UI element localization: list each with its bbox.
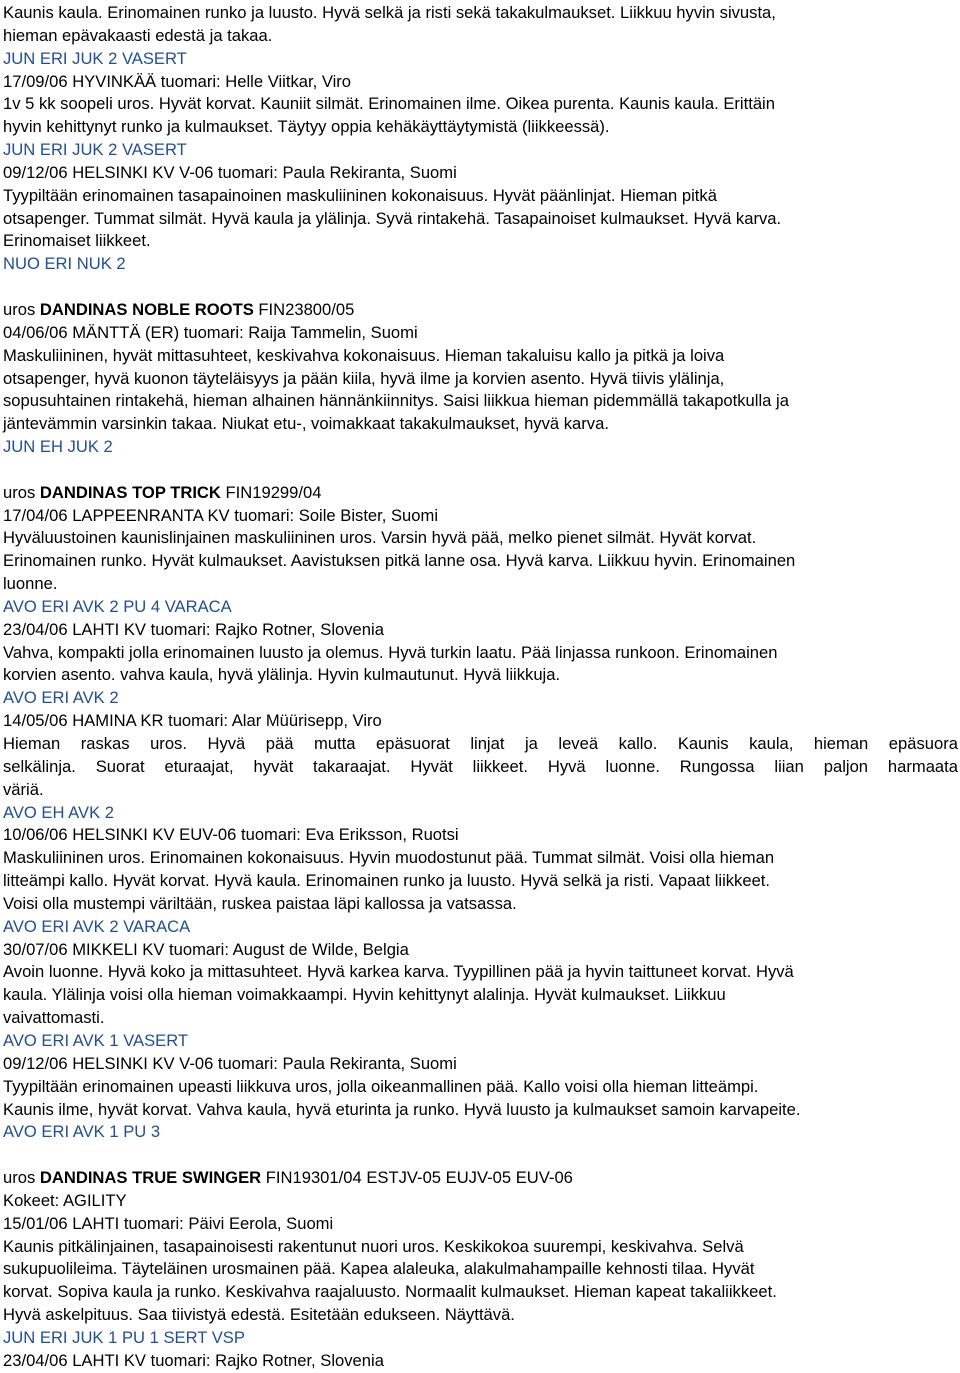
text-line: korvat. Sopiva kaula ja runko. Keskivahva raajaluusto. Normaalit kulmaukset. Hieman kapeat takaliikkeet. bbox=[3, 1282, 777, 1302]
text-line: Maskuliininen, hyvät mittasuhteet, keskivahva kokonaisuus. Hieman takaluisu kallo ja pitkä ja loiva bbox=[3, 345, 725, 365]
text-line: Avoin luonne. Hyvä koko ja mittasuhteet. Hyvä karkea karva. Tyypillinen pää ja hyvin taittuneet korvat. Hyvä bbox=[3, 962, 794, 982]
dog-registration: FIN23800/05 bbox=[253, 299, 355, 319]
text-line: Tyypiltään erinomainen upeasti liikkuva uros, jolla oikeanmallinen pää. Kallo voisi olla hieman litteämpi. bbox=[3, 1076, 759, 1096]
dog-sex-label: uros bbox=[3, 1168, 40, 1188]
text-line: otsapenger. Tummat silmät. Hyvä kaula ja ylälinja. Syvä rintakehä. Tasapainoiset kulmaukset. Hyvä karva. bbox=[3, 208, 782, 228]
text-line: hyvin kehittynyt runko ja kulmaukset. Täytyy oppia kehäkäyttäytymistä (liikkeessä). bbox=[3, 117, 610, 137]
text-line: 15/01/06 LAHTI tuomari: Päivi Eerola, Suomi bbox=[3, 1213, 334, 1233]
text-line: vaivattomasti. bbox=[3, 1008, 105, 1028]
text-line: Maskuliininen uros. Erinomainen kokonaisuus. Hyvin muodostunut pää. Tummat silmät. Voisi olla hieman bbox=[3, 848, 775, 868]
text-line: Erinomaiset liikkeet. bbox=[3, 231, 151, 251]
text-line: 09/12/06 HELSINKI KV V-06 tuomari: Paula Rekiranta, Suomi bbox=[3, 1053, 457, 1073]
text-line: Hyvä askelpituus. Saa tiivistyä edestä. Esitetään edukseen. Näyttävä. bbox=[3, 1305, 515, 1325]
show-result-line: JUN ERI JUK 1 PU 1 SERT VSP bbox=[3, 1327, 245, 1347]
dog-name: DANDINAS TRUE SWINGER bbox=[39, 1168, 262, 1188]
text-line: litteämpi kallo. Hyvät korvat. Hyvä kaula. Erinomainen runko ja luusto. Hyvä selkä ja risti. Vapaat liikkeet. bbox=[3, 871, 771, 891]
text-line: selkälinja. Suorat eturaajat, hyvät takaraajat. Hyvät liikkeet. Hyvä luonne. Rungossa liian paljon harmaata bbox=[3, 756, 958, 776]
dog-sex-label: uros bbox=[3, 482, 40, 502]
dog-heading-line bbox=[3, 482, 958, 505]
show-result-line: AVO ERI AVK 2 bbox=[3, 688, 119, 708]
show-result-line: JUN ERI JUK 2 VASERT bbox=[3, 48, 187, 68]
text-line: 17/04/06 LAPPEENRANTA KV tuomari: Soile Bister, Suomi bbox=[3, 505, 439, 525]
text-line: 04/06/06 MÄNTTÄ (ER) tuomari: Raija Tammelin, Suomi bbox=[3, 322, 418, 342]
text-line: 09/12/06 HELSINKI KV V-06 tuomari: Paula Rekiranta, Suomi bbox=[3, 162, 457, 182]
text-line: luonne. bbox=[3, 574, 58, 594]
blank-line bbox=[3, 459, 958, 482]
show-result-line: JUN EH JUK 2 bbox=[3, 437, 113, 457]
show-result-line: AVO ERI AVK 2 VARACA bbox=[3, 916, 191, 936]
text-line: 23/04/06 LAHTI KV tuomari: Rajko Rotner, Slovenia bbox=[3, 619, 384, 639]
dog-sex-label: uros bbox=[3, 299, 40, 319]
text-line: hieman epävakaasti edestä ja takaa. bbox=[3, 25, 273, 45]
text-line: Tyypiltään erinomainen tasapainoinen maskuliininen kokonaisuus. Hyvät päänlinjat. Hieman pitkä bbox=[3, 185, 717, 205]
text-line: 1v 5 kk soopeli uros. Hyvät korvat. Kauniit silmät. Erinomainen ilme. Oikea purenta. Kaunis kaula. Erittäin bbox=[3, 94, 775, 114]
text-line: Kaunis ilme, hyvät korvat. Vahva kaula, hyvä eturinta ja runko. Hyvä luusto ja kulmaukset samoin karvapeite. bbox=[3, 1099, 801, 1119]
blank-line bbox=[3, 1144, 958, 1167]
text-line: otsapenger, hyvä kuonon täyteläisyys ja pään kiila, hyvä ilme ja korvien asento. Hyvä tiivis ylälinja, bbox=[3, 368, 725, 388]
results-document bbox=[3, 2, 958, 1373]
text-line: Kaunis pitkälinjainen, tasapainoisesti rakentunut nuori uros. Keskikokoa suurempi, keskivahva. Selvä bbox=[3, 1236, 744, 1256]
text-line: Voisi olla mustempi väriltään, ruskea paistaa läpi kallossa ja vatsassa. bbox=[3, 893, 517, 913]
show-result-line: AVO ERI AVK 1 PU 3 bbox=[3, 1122, 161, 1142]
dog-registration: FIN19299/04 bbox=[220, 482, 322, 502]
text-line: 10/06/06 HELSINKI KV EUV-06 tuomari: Eva Eriksson, Ruotsi bbox=[3, 825, 459, 845]
dog-heading-line bbox=[3, 299, 958, 322]
show-result-line: AVO ERI AVK 2 PU 4 VARACA bbox=[3, 596, 232, 616]
show-result-line: NUO ERI NUK 2 bbox=[3, 254, 126, 274]
dog-name: DANDINAS NOBLE ROOTS bbox=[39, 299, 254, 319]
text-line: Hyväluustoinen kaunislinjainen maskuliininen uros. Varsin hyvä pää, melko pienet silmät. Hyvät korvat. bbox=[3, 528, 757, 548]
text-line: sopusuhtainen rintakehä, hieman alhainen hännänkiinnitys. Saisi liikkua hieman pidemmällä takapotkulla ja bbox=[3, 391, 789, 411]
text-line: Hieman raskas uros. Hyvä pää mutta epäsuorat linjat ja leveä kallo. Kaunis kaula, hieman epäsuora bbox=[3, 734, 958, 753]
text-line: Erinomainen runko. Hyvät kulmaukset. Aavistuksen pitkä lanne osa. Hyvä karva. Liikkuu hyvin. Erinomainen bbox=[3, 551, 796, 571]
text-line: 14/05/06 HAMINA KR tuomari: Alar Müürisepp, Viro bbox=[3, 711, 382, 731]
text-line: kaula. Ylälinja voisi olla hieman voimakkaampi. Hyvin kehittynyt alalinja. Hyvät kulmaukset. Liikkuu bbox=[3, 985, 726, 1005]
text-line: sukupuolileima. Täyteläinen urosmainen pää. Kapea alaleuka, alakulmahampaille kehnosti tilaa. Hyvät bbox=[3, 1259, 755, 1279]
show-result-line: AVO ERI AVK 1 VASERT bbox=[3, 1030, 189, 1050]
text-line: väriä. bbox=[3, 779, 44, 799]
text-line: jäntevämmin varsinkin takaa. Niukat etu-, voimakkaat takakulmaukset, hyvä karva. bbox=[3, 414, 609, 434]
text-line: 17/09/06 HYVINKÄÄ tuomari: Helle Viitkar, Viro bbox=[3, 71, 352, 91]
show-result-line: AVO EH AVK 2 bbox=[3, 802, 114, 822]
text-line: 30/07/06 MIKKELI KV tuomari: August de Wilde, Belgia bbox=[3, 939, 409, 959]
dog-registration: FIN19301/04 ESTJV-05 EUJV-05 EUV-06 bbox=[261, 1168, 573, 1188]
dog-heading-line bbox=[3, 1167, 958, 1190]
text-line: korvien asento. vahva kaula, hyvä ylälinja. Hyvin kulmautunut. Hyvä liikkuja. bbox=[3, 665, 561, 685]
text-line: 23/04/06 LAHTI KV tuomari: Rajko Rotner, Slovenia bbox=[3, 1350, 384, 1370]
show-result-line: JUN ERI JUK 2 VASERT bbox=[3, 140, 187, 160]
dog-name: DANDINAS TOP TRICK bbox=[39, 482, 221, 502]
text-line: Kaunis kaula. Erinomainen runko ja luusto. Hyvä selkä ja risti sekä takakulmaukset. Liikkuu hyvin sivusta, bbox=[3, 3, 776, 22]
text-line: Kokeet: AGILITY bbox=[3, 1190, 127, 1210]
text-line: Vahva, kompakti jolla erinomainen luusto ja olemus. Hyvä turkin laatu. Pää linjassa runkoon. Erinomainen bbox=[3, 642, 778, 662]
blank-line bbox=[3, 276, 958, 299]
